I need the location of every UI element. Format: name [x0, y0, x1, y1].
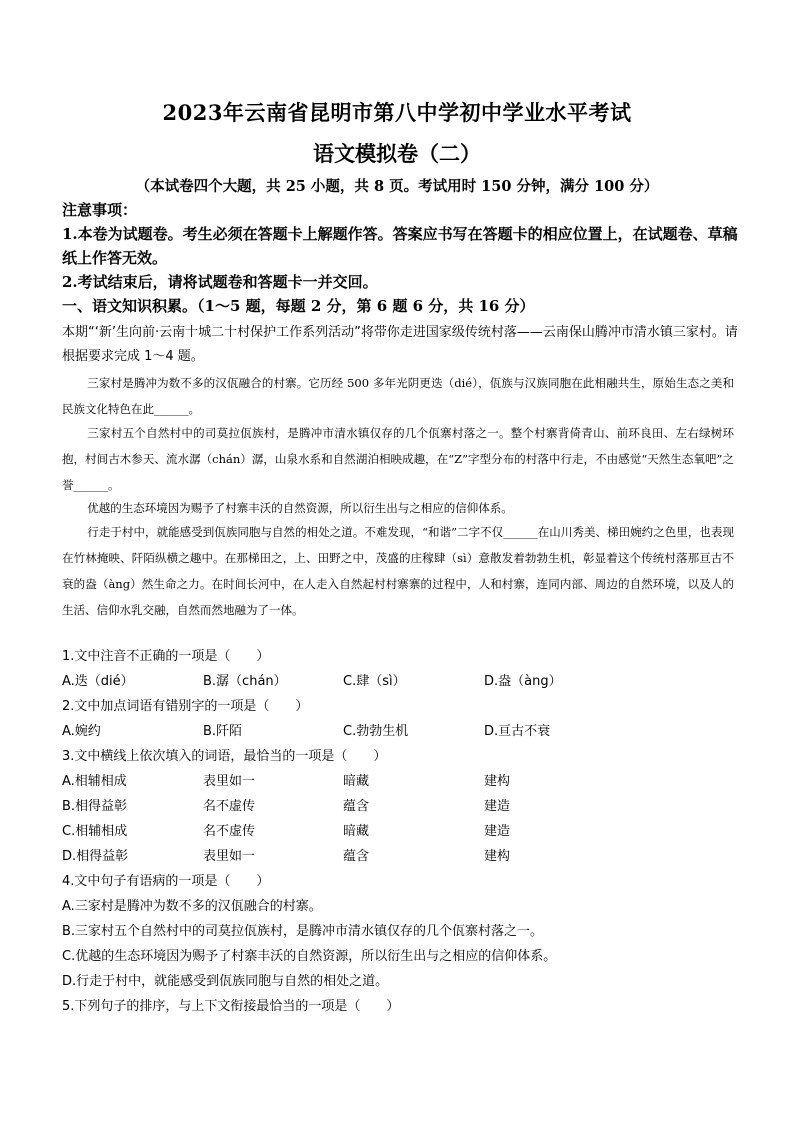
question-3-c-word-3: 暗藏: [343, 824, 370, 839]
exam-info: （本试卷四个大题，共 25 小题，共 8 页。考试用时 150 分钟，满分 100 分）: [135, 178, 659, 195]
question-4-option-a: A.三家村是腾冲为数不多的汉佤融合的村寨。: [62, 899, 322, 914]
question-2-option-d: D.亘古不衰: [484, 724, 551, 739]
question-2-option-c: C.勃勃生机: [343, 724, 409, 739]
section-1-heading: 一、语文知识积累。（1～5 题，每题 2 分，第 6 题 6 分，共 16 分）: [62, 297, 535, 315]
notes-item-2: 2.考试结束后，请将试题卷和答题卡一并交回。: [62, 273, 378, 291]
question-2-option-a: A.婉约: [62, 724, 101, 739]
question-3-c-word-4: 建造: [484, 824, 511, 839]
question-3-a-word-1: A.相辅相成: [62, 774, 127, 789]
question-3-a-word-3: 暗藏: [343, 774, 370, 789]
exam-title: 2023年云南省昆明市第八中学初中学业水平考试: [162, 100, 632, 125]
passage-paragraph-4: 行走于村中，就能感受到佤族同胞与自然的相处之道。不难发现，“和谐”二字不仅______在山川秀美、梯田婉约之色里，也表现在竹林掩映、阡陌纵横之趣中。在那梯田之，上、田野之中，茂盛的庄稼肆（sì）意散发着勃勃生机，彰显着这个传统村落那亘古不衰的盎（àng）然生命之力。在时间长河中，在人走入自然起村村寨寨的过程中，人和村寨，连同内部、周边的自然环境，以及人的生活、信仰水乳交融，自然而然地融为了一体。: [62, 525, 734, 617]
question-4-option-b: B.三家村五个自然村中的司莫拉佤族村，是腾冲市清水镇仅存的几个佤寨村落之一。: [62, 924, 544, 939]
passage-paragraph-2: 三家村五个自然村中的司莫拉佤族村，是腾冲市清水镇仅存的几个佤寨村落之一。整个村寨背倚青山、前环良田、左右绿树环抱，村间古木参天、流水潺（chán）潺，山泉水系和自然湖泊相映成趣，在“Z”字型分布的村落中行走，不由感觉“天然生态氧吧”之誉______。: [62, 426, 734, 492]
question-3-stem: 3.文中横线上依次填入的词语，最恰当的一项是（ ）: [62, 749, 387, 764]
question-2-stem: 2.文中加点词语有错别字的一项是（ ）: [62, 699, 309, 714]
passage-paragraph-3: 优越的生态环境因为赐予了村寨丰沃的自然资源，所以衍生出与之相应的信仰体系。: [87, 501, 513, 515]
exam-subtitle: 语文模拟卷（二）: [313, 141, 481, 166]
question-3-d-word-2: 表里如一: [203, 849, 256, 864]
question-5-stem: 5.下列句子的排序，与上下文衔接最恰当的一项是（ ）: [62, 999, 400, 1014]
question-3-b-word-1: B.相得益彰: [62, 799, 128, 814]
passage-paragraph-1: 三家村是腾冲为数不多的汉佤融合的村寨。它历经 500 多年光阴更迭（dié），佤族与汉族同胞在此相融共生，原始生态之美和民族文化特色在此______。: [62, 376, 734, 416]
question-4-option-d: D.行走于村中，就能感受到佤族同胞与自然的相处之道。: [62, 974, 389, 989]
question-4-stem: 4.文中句子有语病的一项是（ ）: [62, 874, 270, 889]
section-1-intro: 本期“‘新’生向前·云南十城二十村保护工作系列活动”将带你走进国家级传统村落——云南保山腾冲市清水镇三家村。请根据要求完成 1～4 题。: [62, 325, 738, 364]
question-1-option-b: B.潺（chán）: [203, 674, 287, 689]
question-3-d-word-4: 建构: [484, 849, 511, 864]
notes-heading: 注意事项：: [62, 201, 138, 219]
notes-item-1: 1.本卷为试题卷。考生必须在答题卡上解题作答。答案应书写在答题卡的相应位置上，在试题卷、草稿纸上作答无效。: [62, 225, 738, 267]
question-3-d-word-3: 蕴含: [343, 849, 370, 864]
question-3-d-word-1: D.相得益彰: [62, 849, 129, 864]
question-1-stem: 1.文中注音不正确的一项是（ ）: [62, 649, 270, 664]
question-3-a-word-4: 建构: [484, 774, 511, 789]
question-3-a-word-2: 表里如一: [203, 774, 256, 789]
question-3-c-word-2: 名不虚传: [203, 824, 256, 839]
question-3-b-word-4: 建造: [484, 799, 511, 814]
question-1-option-d: D.盎（àng）: [484, 674, 562, 689]
question-3-b-word-2: 名不虚传: [203, 799, 256, 814]
question-4-option-c: C.优越的生态环境因为赐予了村寨丰沃的自然资源，所以衍生出与之相应的信仰体系。: [62, 949, 557, 964]
question-1-option-c: C.肆（sì）: [343, 674, 406, 689]
question-1-option-a: A.迭（dié）: [62, 674, 134, 689]
question-2-option-b: B.阡陌: [203, 724, 243, 739]
question-3-b-word-3: 蕴含: [343, 799, 370, 814]
question-3-c-word-1: C.相辅相成: [62, 824, 128, 839]
